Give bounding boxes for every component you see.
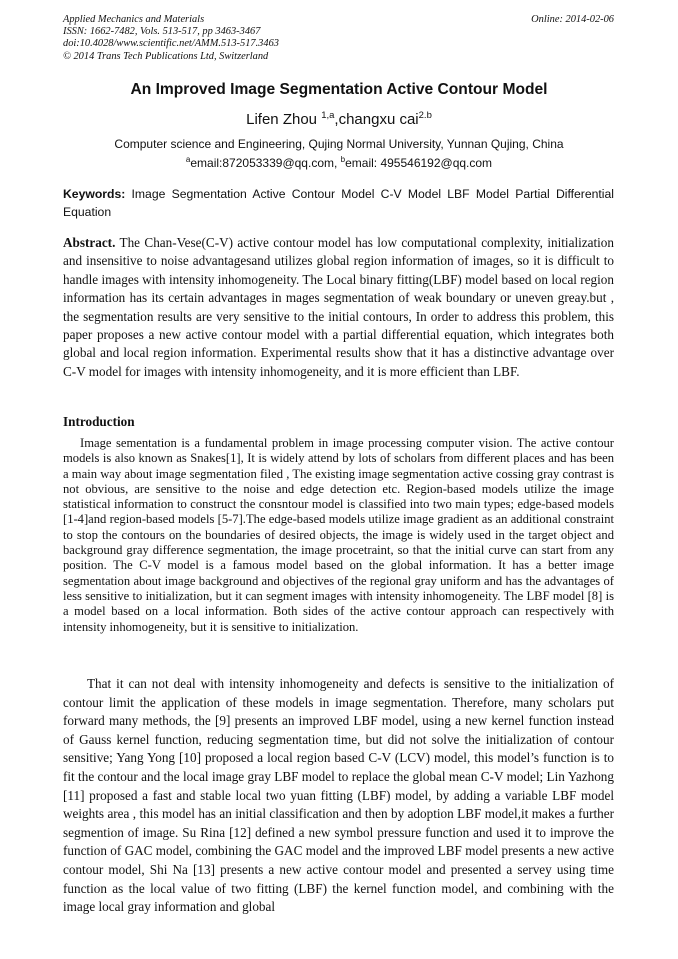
author-1: Lifen Zhou — [246, 111, 322, 128]
email-a-mark: a — [185, 155, 191, 164]
email-b-mark: b — [340, 155, 346, 164]
journal-header — [63, 14, 483, 63]
online-date: Online: 2014-02-06 — [531, 14, 614, 25]
author-2: ,changxu cai — [334, 111, 419, 128]
abstract-text: The Chan-Vese(C-V) active contour model has low computational complexity, initialization and insensitive to noise advantagesand utilizes global region information of images, so it is difficult to handle images with intensity inhomogeneity. The Local binary fitting(LBF) model based on local region information has its certain advantages in mages segmentation of weak boundary or uneven greay.but , the segmentation results are very sensitive to the initial contours, In order to address this problem, this paper proposes a new active contour model with a partial differential equation, which integrates both global and local region information. Experimental results show that it has a distinctive advantage over C-V model for images with intensity inhomogeneity, and it is more efficient than LBF. — [63, 235, 614, 379]
keywords-block — [63, 185, 614, 221]
doi-line[interactable]: doi:10.4028/www.scientific.net/AMM.513-517.3463 — [63, 38, 279, 50]
email-b[interactable]: email: 495546192@qq.com — [345, 156, 493, 170]
intro-paragraph-2: That it can not deal with intensity inhomogeneity and defects is sensitive to the initialization of contour limit the application of these models in image segmentation. Therefore, many scholars put forward many methods, the [9] presents an improved LBF model, using a new kernel function instead of Gauss kernel function, reducing segmentation time, but did not solve the initialization of contour sensitive; Yang Yong [10] proposed a local region based C-V (LCV) model, this model’s function is to fit the contour and the local image gray LBF model to replace the global mean C-V model; Lin Yazhong [11] proposed a fast and stable local two yuan fitting (LBF) model, by adding a variable LBF model weights area , this model has an initial classification and then by adoption LBF model,it makes a further segmention of image. Su Rina [12] defined a new symbol pressure function and used it to improve the function of GAC model, combining the GAC model and the improved LBF model presents a new active contour model, Shi Na [13] presents a new active contour model and presented a servey using time function as the local value of two fitting (LBF) the kernel function model, and combining with the image local gray information and global — [63, 676, 614, 915]
abstract-label: Abstract. — [63, 235, 116, 250]
journal-name: Applied Mechanics and Materials — [63, 14, 205, 25]
keywords-label: Keywords: — [63, 187, 126, 201]
introduction-heading: Introduction — [63, 414, 135, 429]
author-line — [40, 111, 638, 129]
email-a[interactable]: email:872053339@qq.com, — [190, 156, 341, 170]
email-line — [40, 156, 638, 171]
paper-title: An Improved Image Segmentation Active Contour Model — [130, 81, 548, 98]
author-1-affil: 1,a — [321, 110, 335, 121]
author-2-affil: 2.b — [418, 110, 432, 121]
affiliation: Computer science and Engineering, Qujing Normal University, Yunnan Qujing, China — [114, 137, 564, 151]
issn-line: ISSN: 1662-7482, Vols. 513-517, pp 3463-3467 — [63, 26, 261, 38]
keywords-text: Image Segmentation Active Contour Model C-V Model LBF Model Partial Differential Equation — [63, 187, 614, 219]
intro-paragraph-1: Image sementation is a fundamental problem in image processing computer vision. The active contour models is also known as Snakes[1], It is widely attend by lots of scholars from different places and has been a main way about image segmentation filed , The existing image segmentation active cossing gray contrast is not obvious, are sensitive to the noise and edge detection etc. Region-based models utilize the image statistical information to construct the consntour model is classified into two main types; edge-based models [1-4]and region-based models [5-7].The edge-based models utilize image gradient as an additional constraint to stop the contours on the boundaries of desired objects, the image is widely used in the target object and background gray difference segmentation, the image procetraint, so that the initial curve can start from any position. The C-V model is a famous model based on the global information. It has a better image segmentation about image background and objectives of the regional gray uniform and has the advantages of less sensitive to initialization, but it can segment images with intensity inhomogeneity. The LBF model [8] is a model based on a local information. Both sides of the active contour approach can respectively with intensity inhomogeneity, but it is sensitive to initialization. — [63, 436, 614, 634]
abstract-block — [63, 234, 614, 381]
copyright-line: © 2014 Trans Tech Publications Ltd, Switzerland — [63, 50, 269, 62]
